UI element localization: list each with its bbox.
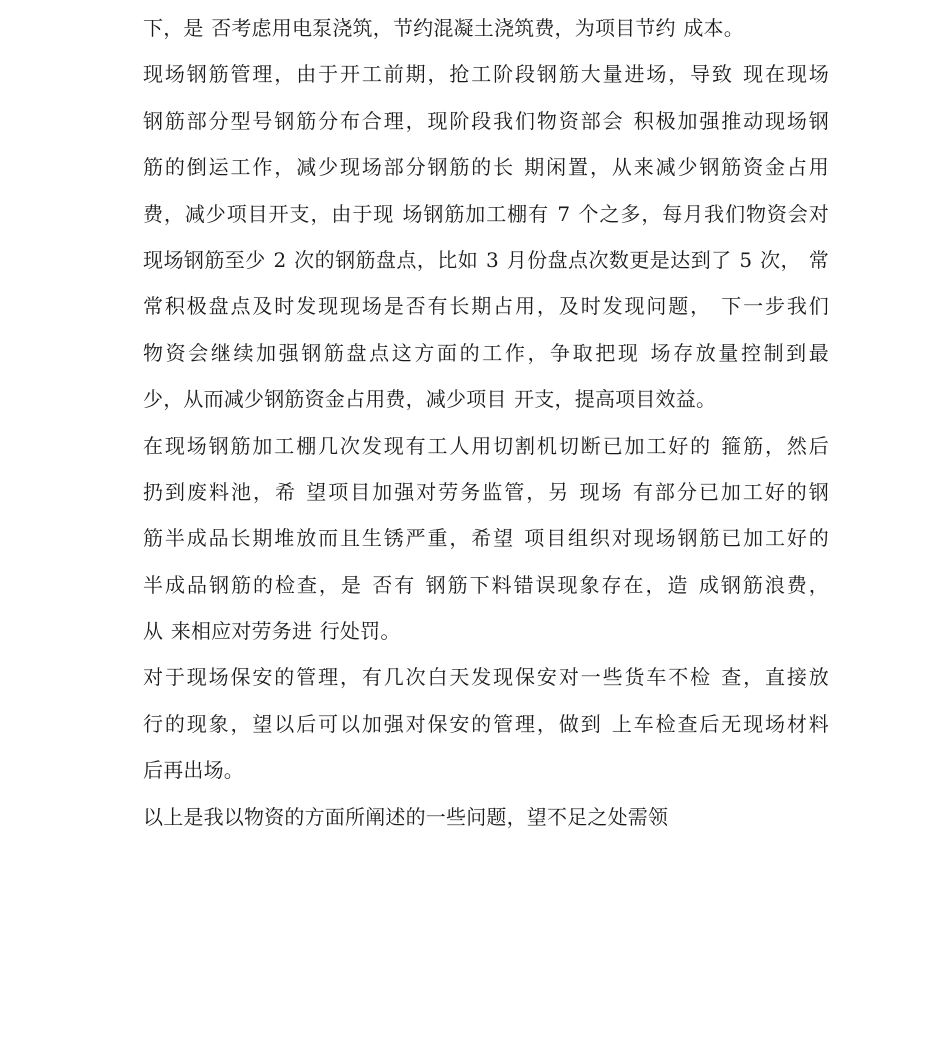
text-line: 下，是 否考虑用电泵浇筑，节约混凝土浇筑费，为项目节约 成本。 xyxy=(143,16,744,40)
text-line: 现场钢筋至少 2 次的钢筋盘点，比如 3 月份盘点次数更是达到了 5 次， 常 xyxy=(143,247,829,272)
document-body xyxy=(143,8,829,843)
text-line: 对于现场保安的管理，有几次白天发现保安对一些货车不检 查，直接放 xyxy=(143,665,829,690)
text-line: 钢筋部分型号钢筋分布合理，现阶段我们物资部会 积极加强推动现场钢 xyxy=(143,108,829,133)
text-line: 以上是我以物资的方面所阐述的一些问题，望不足之处需领 xyxy=(143,804,669,829)
text-line: 少，从而减少钢筋资金占用费，减少项目 开支，提高项目效益。 xyxy=(143,387,717,412)
text-line: 筋的倒运工作，减少现场部分钢筋的长 期闲置，从来减少钢筋资金占用 xyxy=(143,155,829,180)
text-line: 后再出场。 xyxy=(143,758,244,783)
text-line: 费，减少项目开支，由于现 场钢筋加工棚有 7 个之多，每月我们物资会对 xyxy=(143,201,829,226)
text-line: 半成品钢筋的检查，是 否有 钢筋下料错误现象存在，造 成钢筋浪费， xyxy=(143,572,829,597)
text-line: 扔到废料池，希 望项目加强对劳务监管，另 现场 有部分已加工好的钢 xyxy=(143,479,829,504)
text-line: 筋半成品长期堆放而且生锈严重，希望 项目组织对现场钢筋已加工好的 xyxy=(143,526,829,551)
text-line: 物资会继续加强钢筋盘点这方面的工作，争取把现 场存放量控制到最 xyxy=(143,340,829,365)
text-line: 现场钢筋管理，由于开工前期，抢工阶段钢筋大量进场，导致 现在现场 xyxy=(143,62,829,87)
text-line: 在现场钢筋加工棚几次发现有工人用切割机切断已加工好的 箍筋，然后 xyxy=(143,433,829,458)
text-line: 常积极盘点及时发现现场是否有长期占用，及时发现问题， 下一步我们 xyxy=(143,294,829,319)
text-line: 行的现象，望以后可以加强对保安的管理，做到 上车检查后无现场材料 xyxy=(143,711,829,736)
text-line: 从 来相应对劳务进 行处罚。 xyxy=(143,619,401,644)
